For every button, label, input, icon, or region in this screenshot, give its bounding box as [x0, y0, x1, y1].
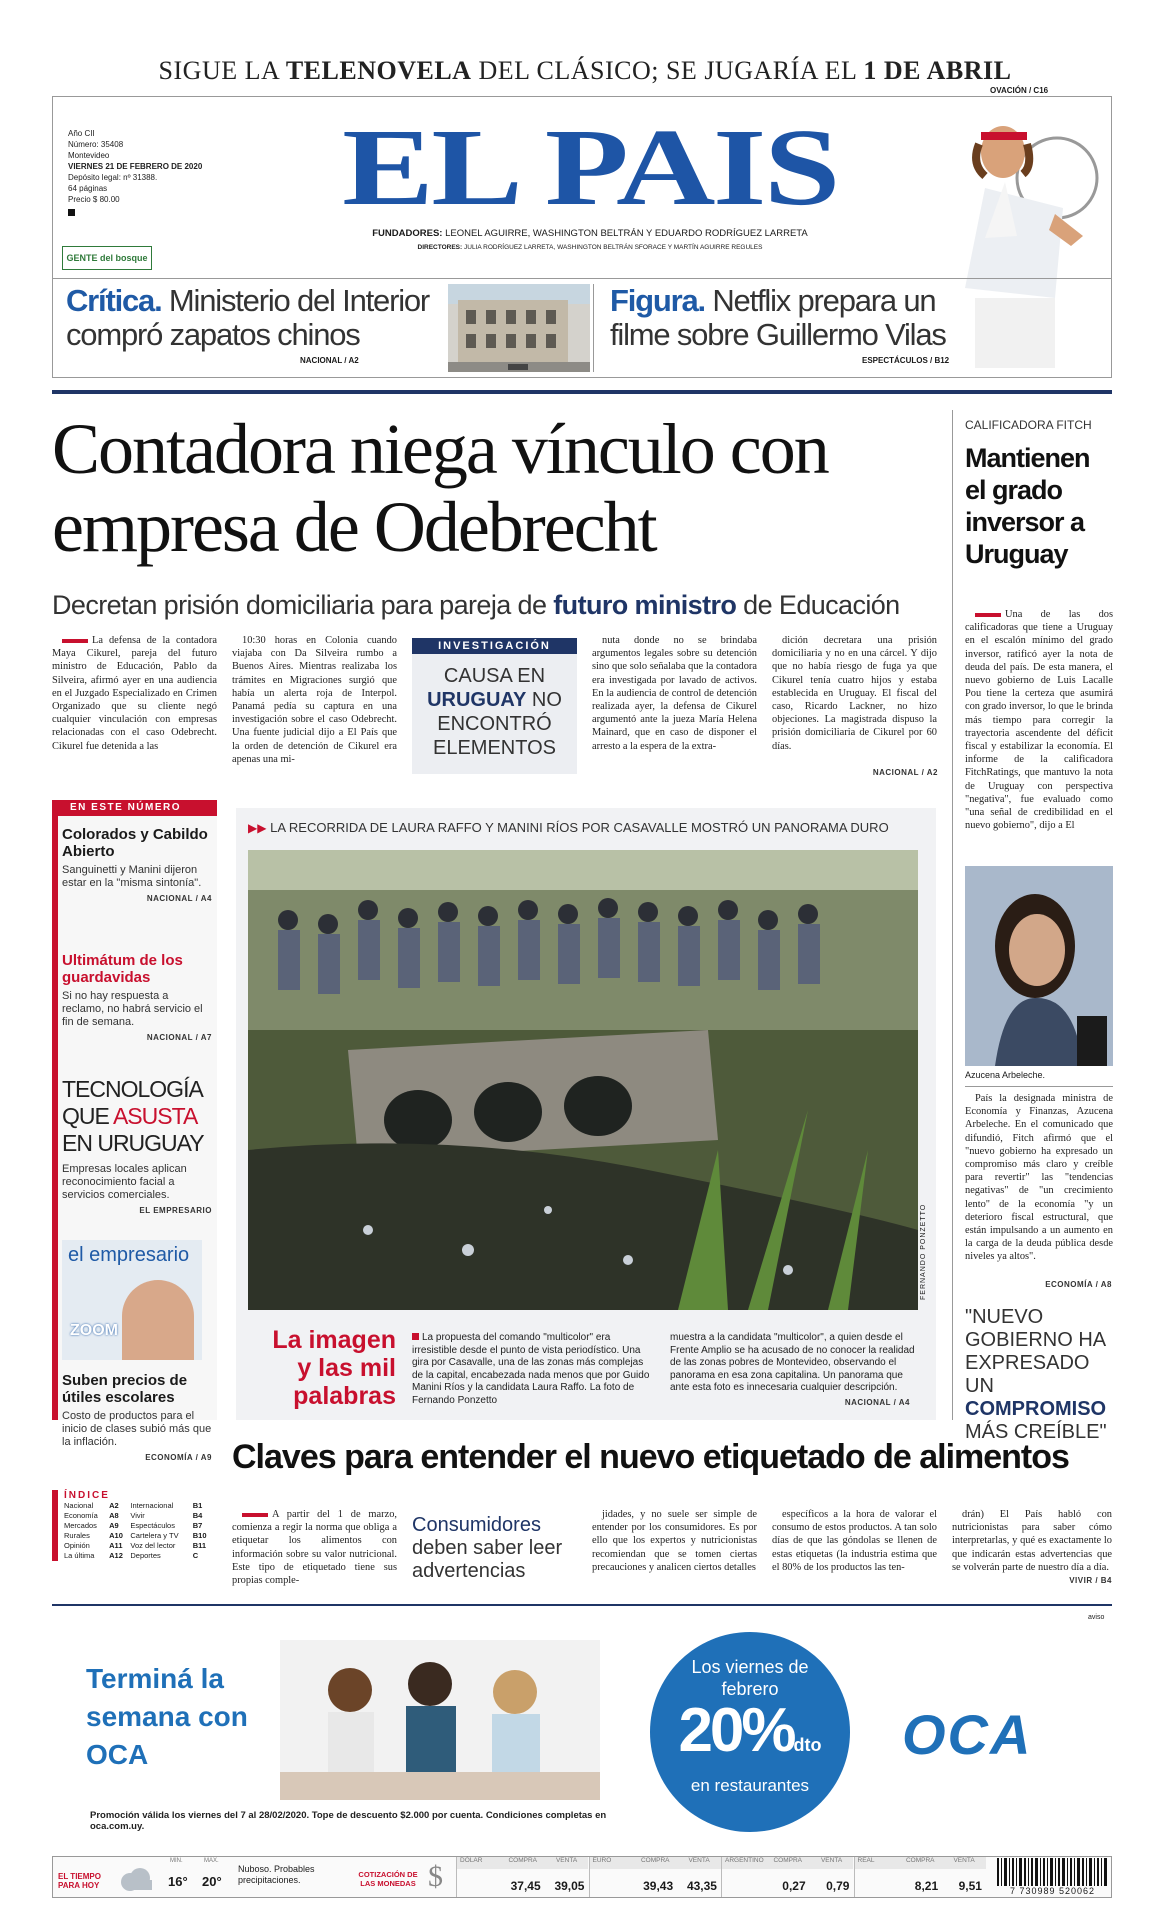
index-page: B10	[192, 1531, 207, 1540]
meta-number: Número: 35408	[68, 140, 124, 149]
index-row[interactable]	[64, 1511, 214, 1521]
currency-buy: 37,45	[510, 1879, 541, 1893]
weather-forecast: Nuboso. Probables precipitaciones.	[238, 1864, 315, 1885]
photo-title: La imagen y las mil palabras	[272, 1326, 396, 1410]
ad-tag: aviso	[1088, 1614, 1105, 1621]
sell-label: VENTA	[810, 1857, 854, 1869]
lead-col-2: 10:30 horas en Colonia cuando viajaba con Da Silveira rumbo a Buenos Aires. Mientras realizaba los trámites en Migraciones surgió que había un alerta roja de Interpol. Panamá pedía su captura en una investigación sobre el caso Odebrecht. Una fuente judicial dijo a El País que la orden de detención de Cikurel era apenas una mi-	[232, 635, 397, 765]
index-page: A12	[109, 1551, 123, 1560]
directors-label: DIRECTORES:	[417, 244, 463, 251]
barcode-number: 7 730989 520062	[1009, 1886, 1096, 1896]
index-page: B1	[192, 1501, 203, 1510]
lead-col-4: dición decretara una prisión domiciliaria y no en una cárcel. Y dijo que no había riesgo de fuga ya que Cikurel tenía cuatro hijos y estaba establecida en Uruguay. El fiscal del caso, Ricardo Lackner, no hizo objeciones. La magistrada dispuso la prisión domiciliaria de Cikurel por 60 días.	[772, 635, 937, 752]
index-page: A10	[109, 1531, 123, 1540]
index-page: C	[192, 1551, 199, 1560]
circle-percent: 20%	[678, 1696, 794, 1765]
index-section: Rurales	[64, 1531, 90, 1540]
promo-right-text: Netflix prepara un filme sobre Guillermo Vilas	[610, 283, 946, 352]
circle-bottom: en restaurantes	[690, 1776, 810, 1795]
index-page: B11	[192, 1541, 207, 1550]
sidebar-item-title: Ultimátum de los guardavidas	[62, 952, 183, 986]
currency-sell: 39,05	[554, 1879, 585, 1893]
currency-spacer	[590, 1869, 634, 1897]
currency-name: ARGENTINO	[722, 1857, 766, 1869]
index-page: A2	[109, 1501, 119, 1510]
sidebar-item-utiles[interactable]	[62, 1372, 212, 1462]
currency-sell: 43,35	[686, 1879, 717, 1893]
weather-min: 16°	[168, 1874, 188, 1889]
deck-bold: futuro ministro	[553, 590, 737, 620]
investigation-box[interactable]	[412, 638, 577, 774]
index-title: ÍNDICE	[64, 1490, 110, 1501]
weather-max: 20°	[202, 1874, 222, 1889]
index-row[interactable]	[64, 1501, 214, 1511]
circle-dto: dto	[793, 1735, 822, 1755]
magazine-face	[122, 1280, 194, 1360]
sidebar-item-guardavidas[interactable]	[62, 952, 212, 1042]
index-page: B4	[192, 1511, 203, 1520]
index-page: A11	[109, 1541, 123, 1550]
lead-deck	[52, 590, 952, 621]
index-section: Internacional	[130, 1501, 174, 1510]
meta-year: Año CII	[68, 129, 95, 138]
double-arrow-icon: ▶▶	[248, 821, 267, 835]
tech-text: Empresas locales aplican reconocimiento facial a servicios comerciales.	[62, 1163, 187, 1201]
labels-col-3: jidades, y no suele ser simple de entender por los consumidores. Es por ello que los expertos y nutricionistas recomiendan que se tomen ciertas precauciones y analicen ciertos detalles	[592, 1509, 757, 1573]
fitch-body-2: País la designada ministra de Economía y Finanzas, Azucena Arbeleche. En el comunicado que difundió, Fitch afirmó que el "nuevo gobierno ha expresado un compromiso más claro y creíble para revertir" las "tendencias negativas" de "un crecimiento lento" de la economía "y un deterioro fiscal estructural, que están impulsando a un aumento en la carga de la deuda pública desde niveles ya altos".	[965, 1093, 1113, 1263]
lead-col-3: nuta donde no se brindaba argumentos legales sobre su detención sino que solo señalaba que la contadora era investigada por lavado de activos. En la audiencia de control de detención realizada ayer, la defensa de Cikurel argumentó ante la jueza María Helena Mainard, que en caso de disponer el arresto a la espera de la extra-	[592, 635, 757, 752]
sell-label: VENTA	[677, 1857, 721, 1869]
labels-col-1: A partir del 1 de marzo, comienza a regir la norma que obliga a etiquetar los alimentos con información sobre su valor nutricional. Este tipo de etiquetado tiene sus propias comple-	[232, 1509, 397, 1587]
investigation-tag: INVESTIGACIÓN	[412, 638, 577, 654]
photo-body-2: muestra a la candidata "multicolor", a quien desde el Frente Amplio se ha acusado de no conocer la realidad de las zonas pobres de Montevideo, observando el panorama en esa zona capitalina. Un panorama que ante esta foto es innecesaria cualquier descripción.	[670, 1332, 915, 1393]
buy-label: COMPRA	[766, 1857, 810, 1869]
arbeleche-photo[interactable]	[965, 866, 1113, 1066]
index-section: Nacional	[64, 1501, 94, 1510]
barcode	[995, 1858, 1110, 1886]
promo-right-ref: ESPECTÁCULOS / B12	[862, 356, 950, 365]
deck-pre: Decretan prisión domiciliaria para pareja de	[52, 590, 547, 620]
labels-col-4: específicos a la hora de valorar el consumo de estos productos. A tan solo días de que las góndolas se llenen de estas etiquetas (la industria estima que el 80% de los productos las ten-	[772, 1509, 937, 1573]
currency-sell: 0,79	[826, 1879, 850, 1893]
currency-name: EURO	[590, 1857, 634, 1869]
ad-left-text: Terminá la semana con OCA	[86, 1663, 248, 1770]
index-page: B7	[192, 1521, 203, 1530]
lead-headline[interactable]: Contadora niega vínculo con empresa de Odebrecht	[52, 409, 828, 567]
ministry-building-photo[interactable]	[448, 284, 590, 372]
gente-badge[interactable]: GENTE del bosque	[62, 246, 152, 270]
masthead-meta	[68, 128, 202, 216]
tech-ref: EL EMPRESARIO	[139, 1206, 212, 1215]
index-section: Espectáculos	[130, 1521, 175, 1530]
index-section: Deportes	[130, 1551, 161, 1560]
sidebar-item-text: Si no hay respuesta a reclamo, no habrá servicio el fin de semana.	[62, 990, 203, 1028]
index-row[interactable]	[64, 1551, 214, 1561]
sell-label: VENTA	[942, 1857, 986, 1869]
promo-left-ref: NACIONAL / A2	[300, 356, 359, 365]
story-bar	[62, 639, 88, 643]
lead-ref: NACIONAL / A2	[872, 768, 938, 777]
circle-top: Los viernes de febrero	[691, 1657, 809, 1699]
teaser-bold-2: 1 DE ABRIL	[863, 56, 1012, 85]
labels-pull: Consumidores deben saber leer advertencias	[412, 1514, 563, 1582]
index-section: Cartelera y TV	[130, 1531, 179, 1540]
sidebar-item-title: Suben precios de útiles escolares	[62, 1372, 188, 1406]
tech-title: TECNOLOGÍA QUE ASUSTA EN URUGUAY	[62, 1076, 204, 1156]
index-section: Economía	[64, 1511, 98, 1520]
top-teaser[interactable]	[0, 56, 1170, 86]
currency-buy: 39,43	[643, 1879, 674, 1893]
labels-ref: VIVIR / B4	[1069, 1576, 1112, 1585]
sidebar-item-ref: ECONOMÍA / A9	[145, 1453, 212, 1462]
fitch-caption: Azucena Arbeleche.	[965, 1070, 1046, 1080]
currency-name: REAL	[855, 1857, 899, 1869]
currency-name: DÓLAR	[457, 1857, 501, 1869]
index-section: Voz del lector	[130, 1541, 176, 1550]
currency-group	[721, 1857, 854, 1897]
photo-body-1: La propuesta del comando "multicolor" era irresistible desde el punto de vista periodístico. Una gira por Casavalle, una de las zonas más complejas de la capital, encabezada nada menos que por Guido Manini Ríos y la candidata Laura Raffo. La foto de Fernando Ponzetto	[412, 1332, 650, 1406]
fx-label: COTIZACIÓN DE LAS MONEDAS	[358, 1870, 418, 1888]
sidebar-item-title: Colorados y Cabildo Abierto	[62, 826, 208, 860]
index-section: La última	[64, 1551, 95, 1560]
oca-logo[interactable]: OCA	[902, 1703, 1033, 1766]
index-section: Vivir	[130, 1511, 145, 1520]
meta-price: Precio $ 80.00	[68, 195, 120, 204]
tennis-player-photo[interactable]	[945, 118, 1115, 376]
promo-left[interactable]	[66, 284, 446, 352]
weather-min-label: MIN.	[170, 1858, 183, 1864]
index-page: A8	[109, 1511, 119, 1520]
currency-table	[456, 1857, 986, 1897]
teaser-ref: OVACIÓN / C16	[990, 86, 1049, 95]
photo-credit: FERNANDO PONZETTO	[920, 1203, 927, 1300]
masthead-logo[interactable]: EL PAIS	[342, 106, 838, 228]
buy-label: COMPRA	[898, 1857, 942, 1869]
promo-right[interactable]	[610, 284, 970, 352]
currency-spacer	[722, 1869, 766, 1897]
currency-sell: 9,51	[958, 1879, 982, 1893]
restaurant-photo	[280, 1640, 600, 1800]
empresario-magazine-cover[interactable]	[62, 1240, 202, 1360]
founders-line	[250, 228, 930, 239]
teaser-mid: DEL CLÁSICO; SE JUGARÍA EL	[478, 56, 857, 85]
sell-label: VENTA	[545, 1857, 589, 1869]
teaser-pre: SIGUE LA	[158, 56, 279, 85]
fitch-ref: ECONOMÍA / A8	[1045, 1280, 1112, 1289]
sidebar-item-text: Sanguinetti y Manini dijeron estar en la "misma sintonía".	[62, 864, 202, 889]
sidebar-tech[interactable]	[62, 1076, 212, 1215]
currency-spacer	[457, 1869, 501, 1897]
index-row[interactable]	[64, 1541, 214, 1551]
deck-post: de Educación	[743, 590, 900, 620]
meta-legal: Depósito legal: nº 31388.	[68, 173, 158, 182]
index-page: A9	[109, 1521, 119, 1530]
founders-names: LEONEL AGUIRRE, WASHINGTON BELTRÁN Y EDUARDO RODRÍGUEZ LARRETA	[445, 228, 808, 239]
sidebar-item-ref: NACIONAL / A7	[146, 1033, 212, 1042]
founders-label: FUNDADORES:	[372, 228, 443, 239]
photo-header: ▶▶ LA RECORRIDA DE LAURA RAFFO Y MANINI RÍOS POR CASAVALLE MOSTRÓ UN PANORAMA DURO	[248, 820, 889, 835]
index-section: Opinión	[64, 1541, 90, 1550]
promo-right-kicker: Figura.	[610, 283, 705, 318]
ad-fine-print: Promoción válida los viernes del 7 al 28/02/2020. Tope de descuento $2.000 por cuenta. Condiciones completas en oca.com.uy.	[90, 1810, 607, 1832]
currency-buy: 0,27	[782, 1879, 806, 1893]
labels-headline[interactable]: Claves para entender el nuevo etiquetado de alimentos	[232, 1438, 1069, 1476]
weather-label: EL TIEMPO PARA HOY	[58, 1872, 101, 1890]
lead-col-1: La defensa de la contadora Maya Cikurel, pareja del futuro ministro de Educación, Pablo da Silveira, afirmó ayer en una audiencia en el Juzgado Especializado en Crimen Organizado que su cliente negó cualquier vinculación con empresas relacionadas con el caso Odebrecht. Cikurel fue detenida a las	[52, 635, 217, 752]
magazine-zoom: ZOOM	[70, 1322, 118, 1339]
dollar-icon: $	[428, 1860, 443, 1893]
meta-date: VIERNES 21 DE FEBRERO DE 2020	[68, 162, 203, 171]
teaser-bold-1: TELENOVELA	[285, 56, 472, 85]
promo-left-text: Ministerio del Interior compró zapatos chinos	[66, 283, 430, 352]
currency-group	[854, 1857, 987, 1897]
meta-city: Montevideo	[68, 151, 110, 160]
meta-pages: 64 páginas	[68, 184, 108, 193]
currency-spacer	[855, 1869, 899, 1897]
fitch-quote: "NUEVO GOBIERNO HA EXPRESADO UN COMPROMISO MÁS CREÍBLE"	[965, 1306, 1107, 1443]
index-box[interactable]	[52, 1490, 217, 1561]
currency-group	[589, 1857, 722, 1897]
labels-col-5: drán) El País habló con nutricionistas para saber cómo interpretarlas, y qué es exactamente lo que indicarán estas advertencias que se volverán parte de nuestro día a día.	[952, 1509, 1112, 1573]
buy-label: COMPRA	[501, 1857, 545, 1869]
buy-label: COMPRA	[633, 1857, 677, 1869]
directors-names: JULIA RODRÍGUEZ LARRETA, WASHINGTON BELTRÁN SFORACE Y MARTÍN AGUIRRE REGULES	[464, 244, 763, 251]
photo-ref: NACIONAL / A4	[844, 1398, 910, 1407]
directors-line	[250, 244, 930, 251]
meta-square-icon	[68, 209, 75, 216]
fitch-kicker: CALIFICADORA FITCH	[965, 418, 1092, 432]
index-row[interactable]	[64, 1521, 214, 1531]
fitch-body-1: Una de las dos calificadoras que tiene a Uruguay en el escalón mínimo del grado inversor, ratificó ayer la nota de deuda del país. De esta manera, el nuevo gobierno de Luis Lacalle Pou tiene la certeza que asumirá con grado inversor, lo que le brinda más tiempo para corregir la trayectoria ascendente del déficit fiscal y estabilizar la economía. El informe de la calificadora FitchRatings, que mantuvo la nota de Uruguay con perspectiva "negativa", fue evaluado como "una señal de credibilidad en el nuevo gobierno", dijo a El	[965, 609, 1113, 832]
index-section: Mercados	[64, 1521, 97, 1530]
casavalle-photo[interactable]	[248, 850, 918, 1310]
weather-max-label: MAX.	[204, 1858, 219, 1864]
sidebar-tag: EN ESTE NÚMERO	[52, 800, 217, 816]
magazine-title: el empresario	[68, 1244, 190, 1266]
cloud-icon	[116, 1866, 156, 1892]
index-row[interactable]	[64, 1531, 214, 1541]
promo-left-kicker: Crítica.	[66, 283, 162, 318]
sidebar-item-ref: NACIONAL / A4	[146, 894, 212, 903]
fitch-headline[interactable]: Mantienen el grado inversor a Uruguay	[965, 443, 1090, 569]
sidebar-item-text: Costo de productos para el inicio de clases subió más que la inflación.	[62, 1410, 212, 1448]
currency-buy: 8,21	[914, 1879, 939, 1893]
index-table	[64, 1501, 214, 1561]
investigation-text: CAUSA EN URUGUAY NO ENCONTRÓ ELEMENTOS	[427, 665, 562, 759]
sidebar-item-colorados[interactable]	[62, 826, 212, 903]
promo-circle	[650, 1632, 850, 1832]
currency-group	[456, 1857, 589, 1897]
